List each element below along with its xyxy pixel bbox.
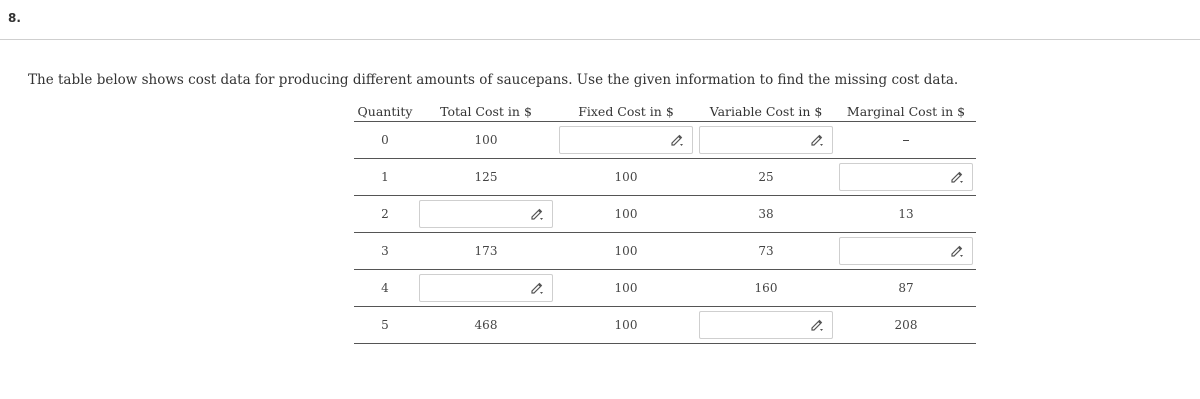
cell-variable-cost: [696, 122, 836, 159]
cell-fixed-cost: 100: [556, 307, 696, 344]
cell-quantity: 1: [354, 159, 416, 196]
cell-total-cost: [416, 196, 556, 233]
cell-quantity: 2: [354, 196, 416, 233]
total-cost-input-box[interactable]: [419, 200, 553, 228]
cell-variable-cost: 25: [696, 159, 836, 196]
header-quantity: Quantity: [354, 101, 416, 122]
cell-quantity: 0: [354, 122, 416, 159]
question-number: 8.: [8, 11, 21, 25]
cell-fixed-cost: 100: [556, 159, 696, 196]
header-row: [354, 101, 976, 122]
pencil-icon[interactable]: [950, 171, 964, 185]
table-row: [354, 307, 976, 344]
cell-variable-cost: 160: [696, 270, 836, 307]
pencil-icon[interactable]: [530, 282, 544, 296]
cost-table: [354, 101, 976, 344]
cell-total-cost: 173: [416, 233, 556, 270]
cell-variable-cost: 38: [696, 196, 836, 233]
header-fixed-cost: Fixed Cost in $: [556, 101, 696, 122]
dash-placeholder: [903, 140, 909, 142]
header-marginal-cost: Marginal Cost in $: [836, 101, 976, 122]
variable-cost-input-box[interactable]: [699, 311, 833, 339]
marginal-cost-input-box[interactable]: [839, 163, 973, 191]
pencil-icon[interactable]: [670, 134, 684, 148]
cell-quantity: 4: [354, 270, 416, 307]
pencil-icon[interactable]: [810, 134, 824, 148]
divider: [0, 39, 1200, 40]
pencil-icon[interactable]: [530, 208, 544, 222]
cell-marginal-cost: 208: [836, 307, 976, 344]
pencil-icon[interactable]: [810, 319, 824, 333]
table-row: [354, 159, 976, 196]
header-total-cost: Total Cost in $: [416, 101, 556, 122]
cell-marginal-cost: [836, 122, 976, 159]
variable-cost-input-box[interactable]: [699, 126, 833, 154]
cell-variable-cost: [696, 307, 836, 344]
cell-fixed-cost: 100: [556, 233, 696, 270]
table-row: [354, 233, 976, 270]
cell-total-cost: 468: [416, 307, 556, 344]
table-row: [354, 196, 976, 233]
table-row: [354, 270, 976, 307]
cell-total-cost: 125: [416, 159, 556, 196]
cell-marginal-cost: [836, 159, 976, 196]
fixed-cost-input-box[interactable]: [559, 126, 693, 154]
cell-fixed-cost: 100: [556, 270, 696, 307]
cell-quantity: 3: [354, 233, 416, 270]
marginal-cost-input-box[interactable]: [839, 237, 973, 265]
cell-total-cost: 100: [416, 122, 556, 159]
cell-quantity: 5: [354, 307, 416, 344]
cell-total-cost: [416, 270, 556, 307]
total-cost-input-box[interactable]: [419, 274, 553, 302]
cell-fixed-cost: 100: [556, 196, 696, 233]
table-row: [354, 122, 976, 159]
pencil-icon[interactable]: [950, 245, 964, 259]
cell-fixed-cost: [556, 122, 696, 159]
cell-variable-cost: 73: [696, 233, 836, 270]
header-variable-cost: Variable Cost in $: [696, 101, 836, 122]
cell-marginal-cost: 13: [836, 196, 976, 233]
question-prompt: The table below shows cost data for producing different amounts of saucepans. Use the given information to find the missing cost data.: [28, 72, 959, 88]
cell-marginal-cost: [836, 233, 976, 270]
cell-marginal-cost: 87: [836, 270, 976, 307]
